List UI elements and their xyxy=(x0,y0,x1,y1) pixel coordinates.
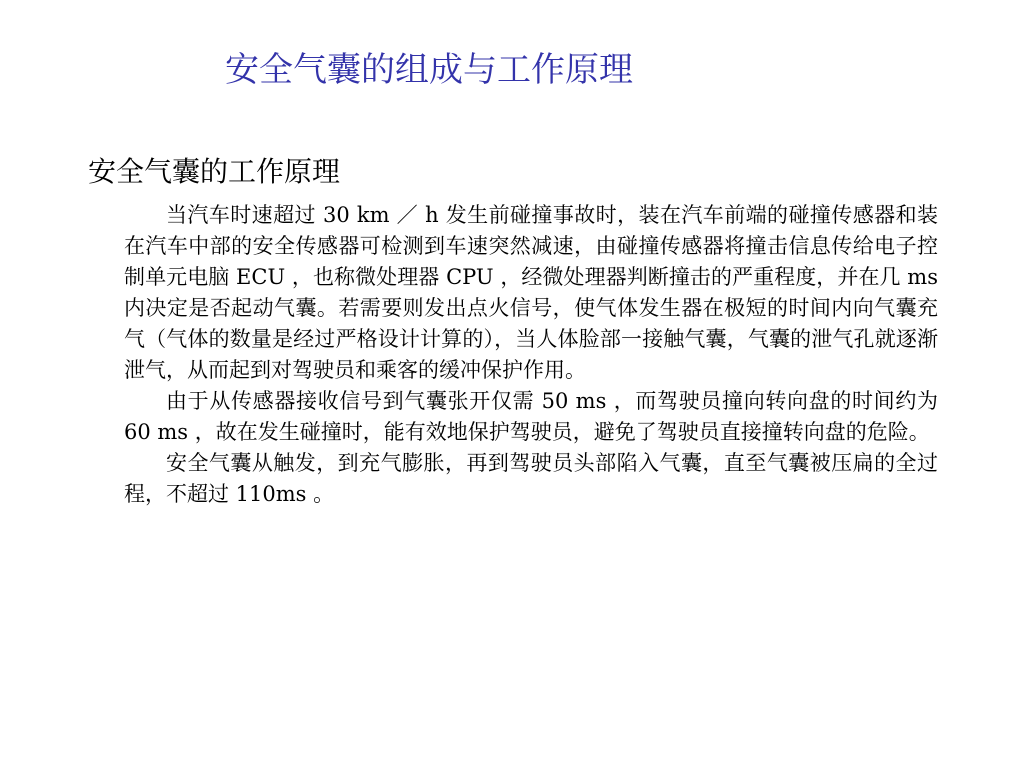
paragraph-timing: 由于从传感器接收信号到气囊张开仅需 50 ms ，而驾驶员撞向转向盘的时间约为 60 ms ，故在发生碰撞时，能有效地保护驾驶员，避免了驾驶员直接撞转向盘的危险。 xyxy=(124,389,938,444)
section-heading: 安全气囊的工作原理 xyxy=(88,155,341,188)
paragraph-total-duration: 安全气囊从触发，到充气膨胀，再到驾驶员头部陷入气囊，直至气囊被压扁的全过程，不超过 110ms 。 xyxy=(124,451,938,506)
slide-title: 安全气囊的组成与工作原理 xyxy=(225,50,633,90)
body-text xyxy=(124,200,938,510)
paragraph-mechanism: 当汽车时速超过 30 km ／ h 发生前碰撞事故时，装在汽车前端的碰撞传感器和装在汽车中部的安全传感器可检测到车速突然减速，由碰撞传感器将撞击信息传给电子控制单元电脑 ECU ，也称微处理器 CPU ，经微处理器判断撞击的严重程度，并在几 ms 内决定是否起动气囊。若需要则发出点火信号，使气体发生器在极短的时间内向气囊充气（气体的数量是经过严格设计计算的），当人体脸部一接触气囊，气囊的泄气孔就逐渐泄气，从而起到对驾驶员和乘客的缓冲保护作用。 xyxy=(124,203,938,382)
